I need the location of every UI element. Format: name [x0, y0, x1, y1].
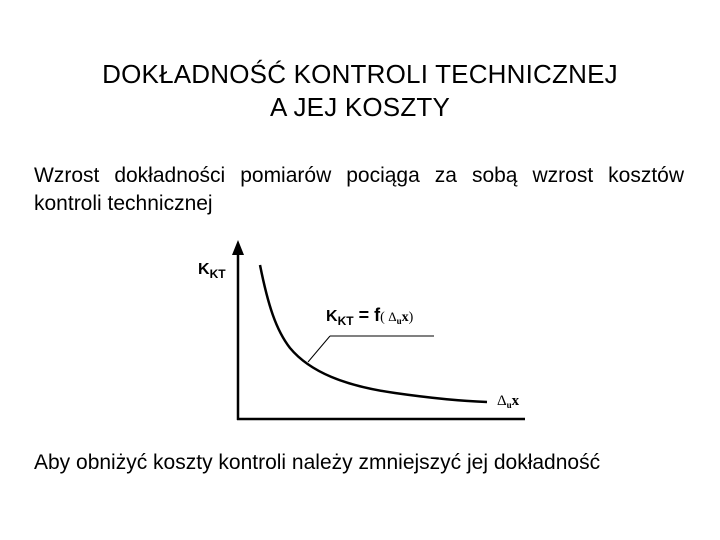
formula-arg-open: ( [380, 310, 389, 325]
formula-arg-close: ) [408, 310, 414, 325]
y-axis-arrow [232, 240, 244, 255]
y-axis-label [198, 261, 226, 281]
formula-lhs: K [326, 308, 338, 325]
formula-label [326, 305, 414, 328]
x-axis-var: x [511, 393, 520, 409]
title-line-1: DOKŁADNOŚĆ KONTROLI TECHNICZNEJ [102, 59, 618, 89]
x-axis-delta: Δ [497, 393, 507, 409]
cost-curve [260, 265, 487, 402]
formula-delta-sub: u [396, 316, 402, 326]
x-axis-sub: u [506, 400, 512, 410]
y-axis-label-subscript: KT [209, 267, 226, 281]
formula-leader-line [308, 336, 330, 362]
conclusion-text: Aby obniżyć koszty kontroli należy zmniejszyć jej dokładność [34, 451, 601, 474]
formula-delta: Δ [388, 309, 397, 324]
x-axis-label [497, 393, 520, 410]
intro-text: Wzrost dokładności pomiarów pociąga za sobą wzrost kosztów kontroli technicznej [34, 164, 684, 215]
formula-eq: = f [353, 305, 381, 325]
formula-subscript: KT [337, 314, 354, 328]
y-axis-label-main: K [198, 261, 210, 278]
formula-var: x [401, 310, 409, 325]
title-line-2: A JEJ KOSZTY [269, 92, 451, 122]
